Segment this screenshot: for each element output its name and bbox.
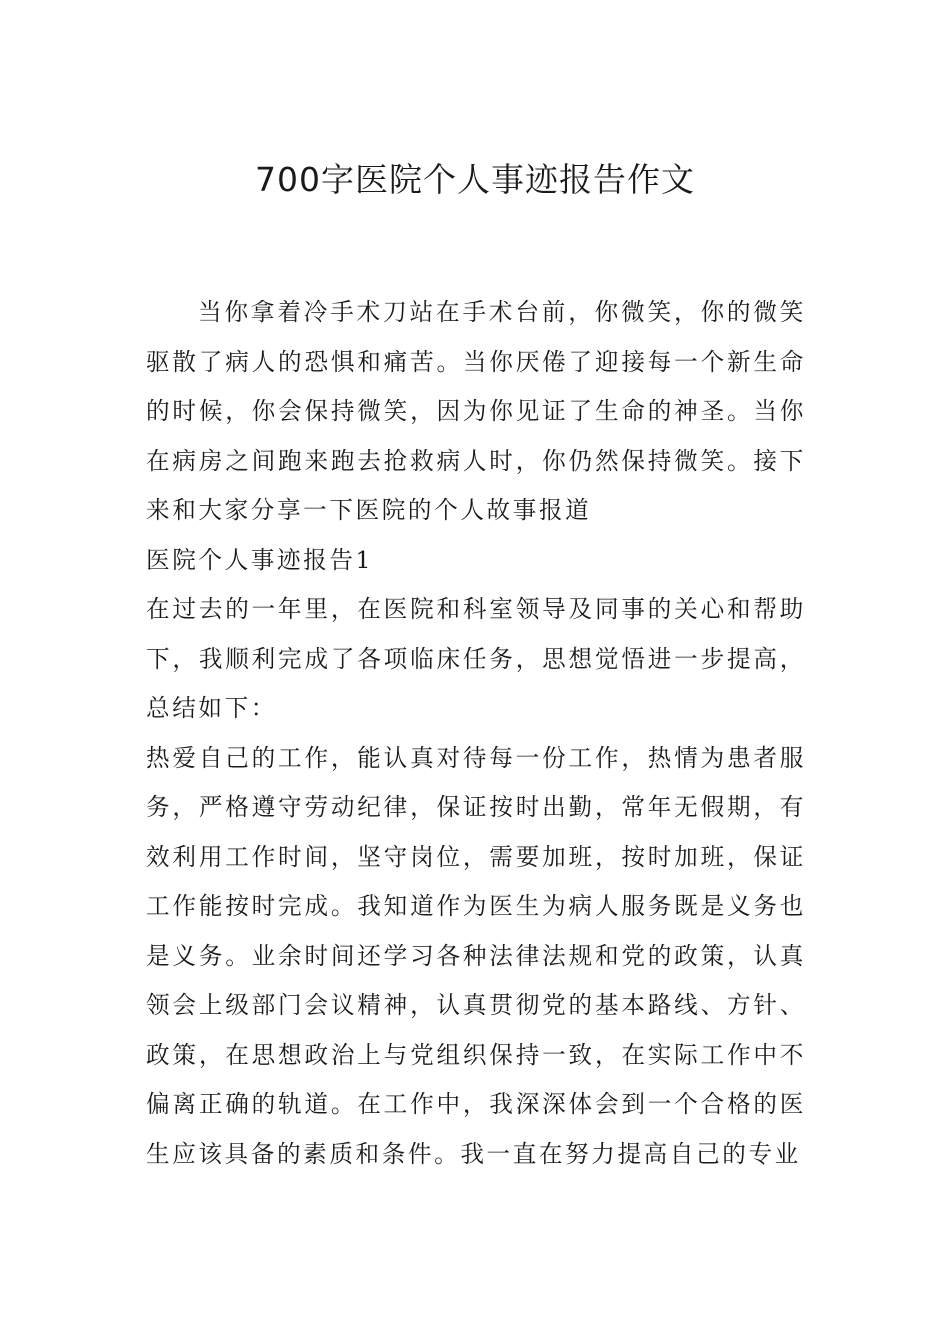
section-heading: 医院个人事迹报告1: [146, 545, 374, 574]
document-body: [146, 288, 806, 1179]
body-paragraph-2: 热爱自己的工作，能认真对待每一份工作，热情为患者服务，严格遵守劳动纪律，保证按时出勤，常年无假期，有效利用工作时间，坚守岗位，需要加班，按时加班，保证工作能按时完成。我知道作为医生为病人服务既是义务也是义务。业余时间还学习各种法律法规和党的政策，认真领会上级部门会议精神，认真贯彻党的基本路线、方针、政策，在思想政治上与党组织保持一致，在实际工作中不偏离正确的轨道。在工作中，我深深体会到一个合格的医生应该具备的素质和条件。我一直在努力提高自己的专业: [146, 743, 806, 1168]
intro-paragraph: 当你拿着冷手术刀站在手术台前，你微笑，你的微笑驱散了病人的恐惧和痛苦。当你厌倦了迎接每一个新生命的时候，你会保持微笑，因为你见证了生命的神圣。当你在病房之间跑来跑去抢救病人时，你仍然保持微笑。接下来和大家分享一下医院的个人故事报道: [146, 298, 806, 524]
body-paragraph-1: 在过去的一年里，在医院和科室领导及同事的关心和帮助下，我顺利完成了各项临床任务，思想觉悟进一步提高，总结如下：: [146, 595, 806, 722]
document-title: 700字医院个人事迹报告作文: [255, 160, 695, 199]
